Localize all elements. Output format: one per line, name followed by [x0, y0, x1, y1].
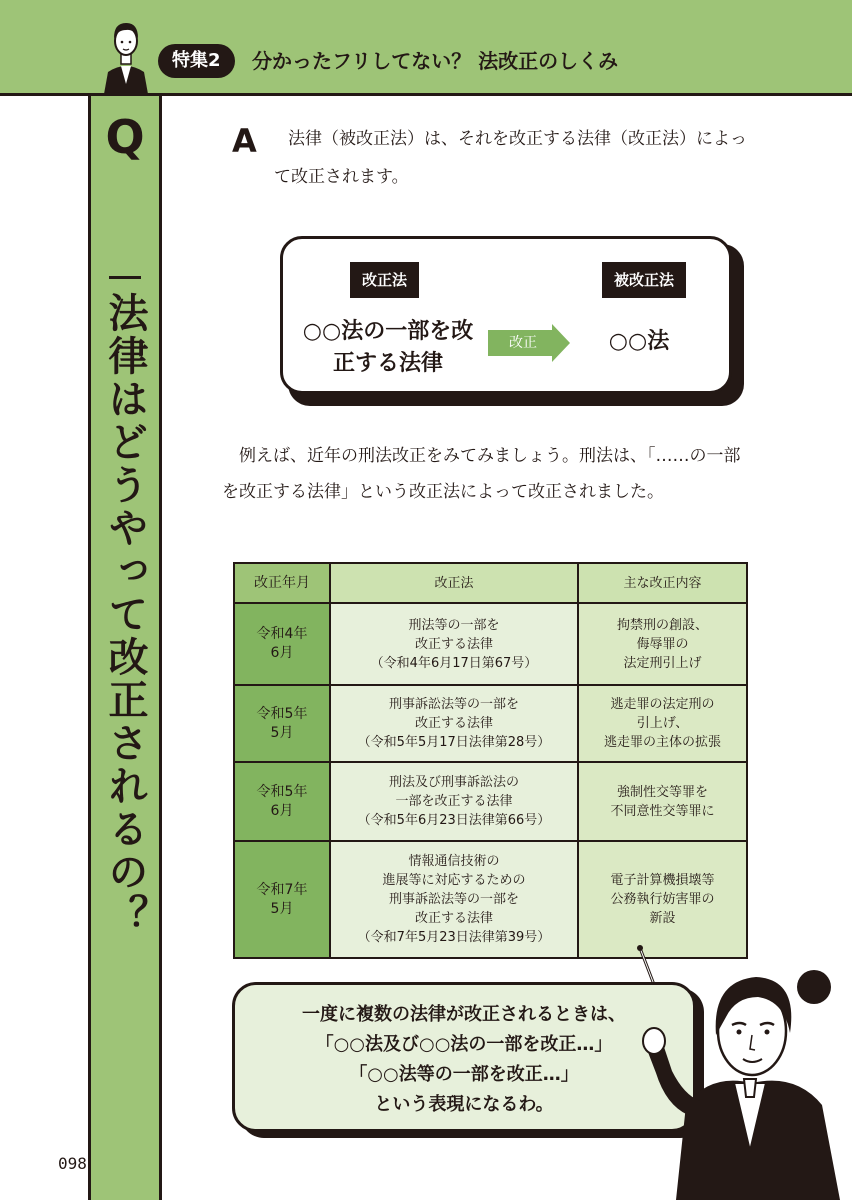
table-row — [234, 762, 747, 841]
example-paragraph: 例えば、近年の刑法改正をみてみましょう。刑法は、「……の一部を改正する法律」という改正法によって改正されました。 — [222, 446, 741, 502]
table-header-cell: 改正法 — [330, 563, 578, 603]
header-band — [0, 0, 852, 96]
content-cell: 強制性交等罪を 不同意性交等罪に — [578, 762, 747, 841]
feature-title: 分かったフリしてない？ 法改正のしくみ — [252, 49, 619, 73]
date-cell: 令和7年 5月 — [234, 841, 330, 958]
law-cell: 情報通信技術の 進展等に対応するための 刑事訴訟法等の一部を 改正する法律 （令和7年5月23日法律第39号） — [330, 841, 578, 958]
date-cell: 令和5年 6月 — [234, 762, 330, 841]
table-header-row — [234, 563, 747, 603]
amendment-table — [233, 562, 748, 959]
callout-text: 一度に複数の法律が改正されるときは、 「○○法及び○○法の一部を改正…」 「○○法等の一部を改正…」 という表現になるわ。 — [302, 1004, 626, 1115]
teacher-illustration-icon — [640, 955, 852, 1200]
date-cell: 令和4年 6月 — [234, 603, 330, 685]
content-cell: 拘禁刑の創設、 侮辱罪の 法定刑引上げ — [578, 603, 747, 685]
page-number: 098 — [58, 1154, 87, 1173]
amended-law-text: ○○法 — [608, 329, 670, 354]
table-row — [234, 603, 747, 685]
law-cell: 刑法及び刑事訴訟法の 一部を改正する法律 （令和5年6月23日法律第66号） — [330, 762, 578, 841]
question-divider — [109, 276, 141, 279]
answer-text: 法律（被改正法）は、それを改正する法律（改正法）によって改正されます。 — [274, 129, 747, 187]
arrow-label: 改正 — [509, 335, 537, 351]
law-cell: 刑事訴訟法等の一部を 改正する法律 （令和5年5月17日法律第28号） — [330, 685, 578, 762]
answer-letter: A — [232, 122, 257, 160]
amended-law-label: 被改正法 — [602, 262, 686, 298]
amending-law-text: ○○法の一部を改正する法律 — [302, 319, 474, 376]
lecturer-avatar-icon — [100, 14, 152, 94]
table-header-cell: 主な改正内容 — [578, 563, 747, 603]
law-cell: 刑法等の一部を 改正する法律 （令和4年6月17日第67号） — [330, 603, 578, 685]
amending-law-label: 改正法 — [350, 262, 419, 298]
table-header-cell: 改正年月 — [234, 563, 330, 603]
feature-badge: 特集2 — [158, 44, 235, 78]
table-row — [234, 685, 747, 762]
question-text: 法律はどうやって改正されるの？ — [102, 292, 148, 937]
date-cell: 令和5年 5月 — [234, 685, 330, 762]
question-column — [88, 96, 162, 1200]
question-letter: Q — [105, 110, 145, 164]
content-cell: 逃走罪の法定刑の 引上げ、 逃走罪の主体の拡張 — [578, 685, 747, 762]
content-cell: 電子計算機損壊等 公務執行妨害罪の 新設 — [578, 841, 747, 958]
